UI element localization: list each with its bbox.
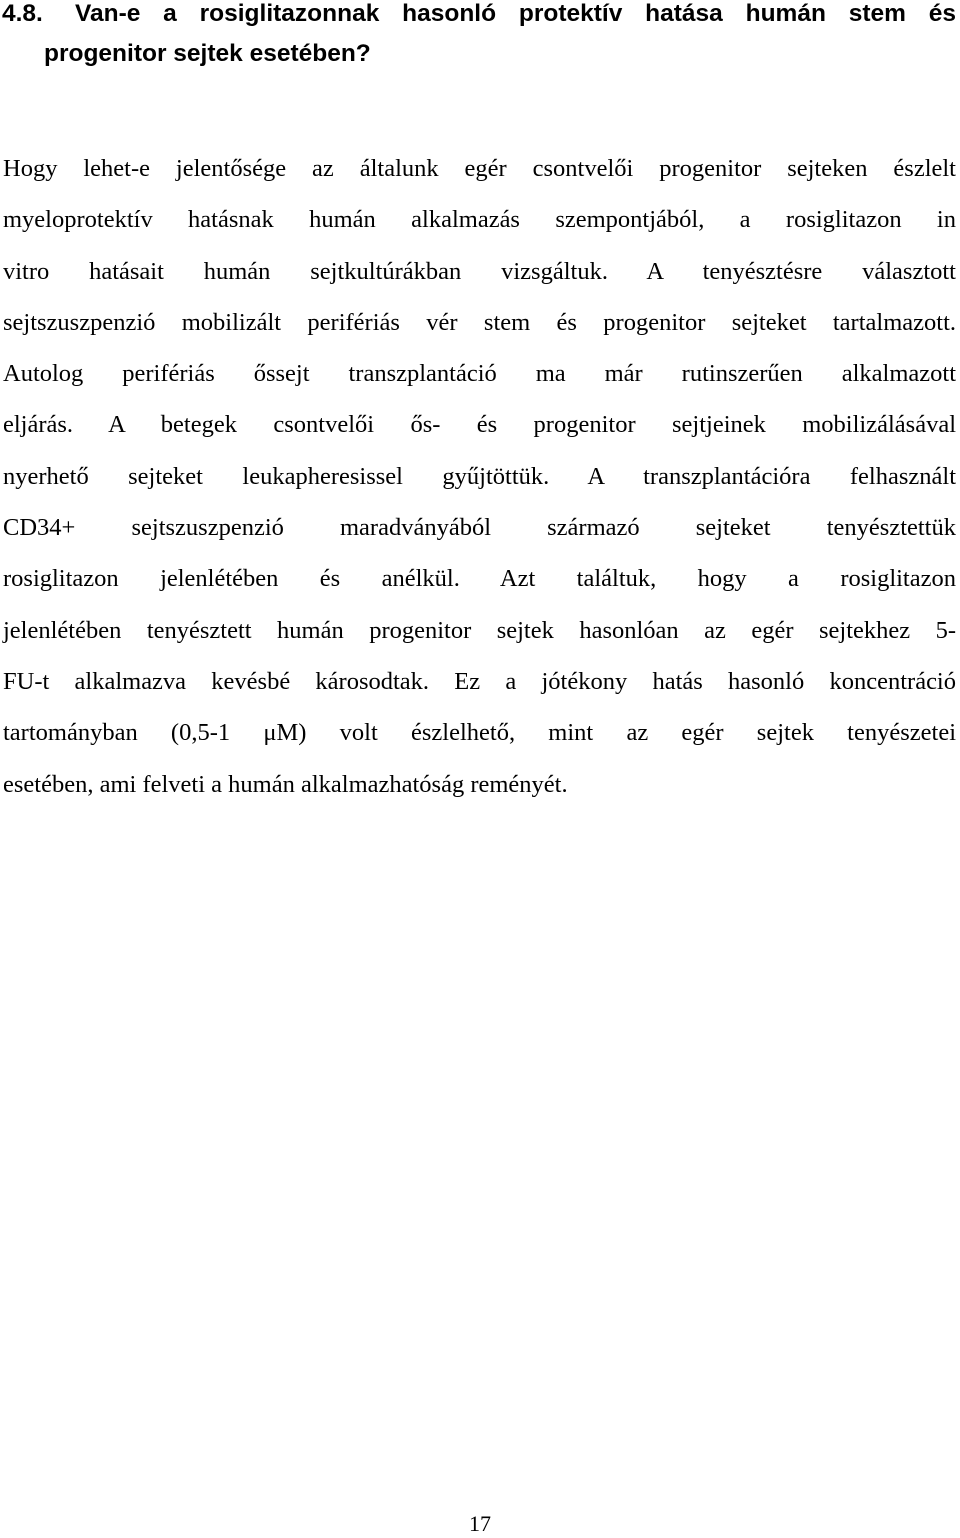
paragraph-line: nyerhető sejteket leukapheresissel gyűjtöttük. A transzplantációra felhasznált bbox=[3, 462, 956, 490]
paragraph-line: esetében, ami felveti a humán alkalmazhatóság reményét. bbox=[3, 770, 568, 798]
paragraph-line: eljárás. A betegek csontvelői ős- és progenitor sejtjeinek mobilizálásával bbox=[3, 411, 956, 439]
paragraph-line: CD34+ sejtszuszpenzió maradványából származó sejteket tenyésztettük bbox=[3, 514, 956, 542]
section-heading bbox=[2, 0, 956, 74]
page-number bbox=[0, 1510, 960, 1538]
paragraph-line: myeloprotektív hatásnak humán alkalmazás szempontjából, a rosiglitazon in bbox=[3, 206, 956, 234]
page-number-text: 17 bbox=[469, 1511, 491, 1536]
paragraph-line: rosiglitazon jelenlétében és anélkül. Azt találtuk, hogy a rosiglitazon bbox=[3, 565, 956, 593]
paragraph-line: Hogy lehet-e jelentősége az általunk egér csontvelői progenitor sejteken észlelt bbox=[3, 155, 956, 182]
section-title-part-1: Van-e a rosiglitazonnak hasonló protektív hatása humán stem és bbox=[75, 0, 956, 27]
paragraph-line: sejtszuszpenzió mobilizált perifériás vér stem és progenitor sejteket tartalmazott. bbox=[3, 308, 956, 336]
paragraph-line: tartományban (0,5-1 μM) volt észlelhető, mint az egér sejtek tenyészetei bbox=[3, 719, 956, 747]
paragraph-line: jelenlétében tenyésztett humán progenitor sejtek hasonlóan az egér sejtekhez 5- bbox=[3, 616, 956, 644]
body-paragraph bbox=[3, 143, 956, 810]
paragraph-line: Autolog perifériás őssejt transzplantáció ma már rutinszerűen alkalmazott bbox=[3, 360, 956, 388]
section-title-part-2: progenitor sejtek esetében? bbox=[44, 40, 371, 67]
section-heading-line-1 bbox=[2, 0, 956, 34]
section-number: 4.8. bbox=[2, 0, 43, 27]
paragraph-line: FU-t alkalmazva kevésbé károsodtak. Ez a jótékony hatás hasonló koncentráció bbox=[3, 667, 956, 695]
paragraph-line: vitro hatásait humán sejtkultúrákban vizsgáltuk. A tenyésztésre választott bbox=[3, 257, 956, 285]
